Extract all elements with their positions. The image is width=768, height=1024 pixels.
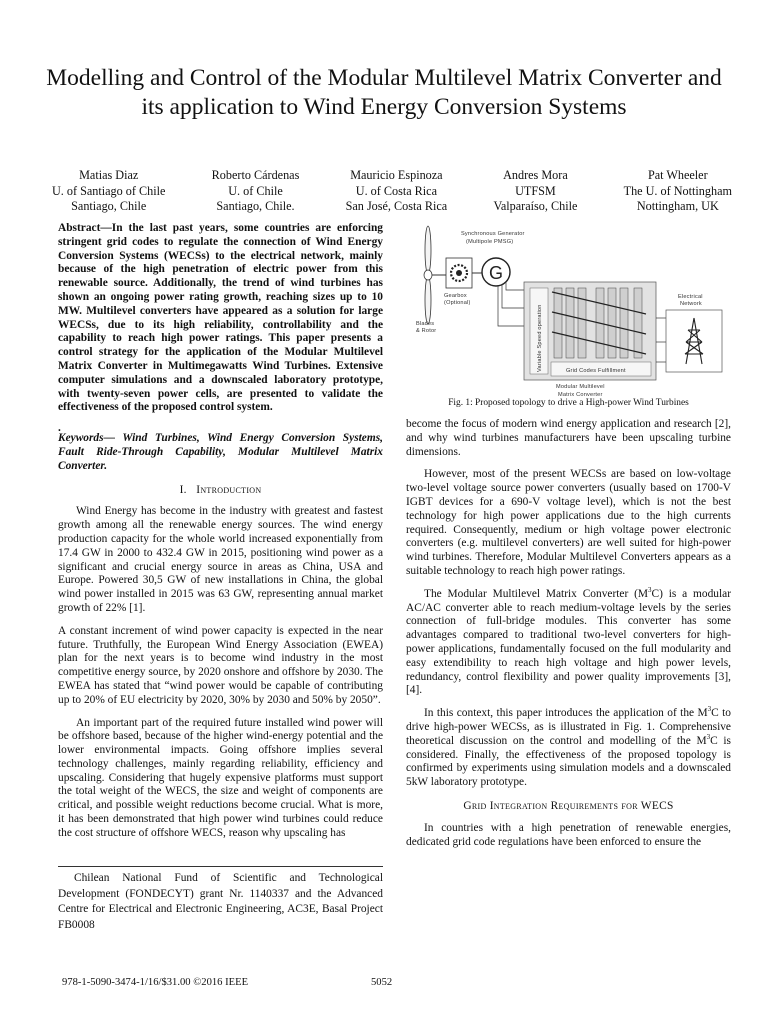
section-heading-grid-integration: Grid Integration Requirements for WECS <box>463 799 674 812</box>
section-heading-introduction <box>58 484 383 498</box>
author-name: Pat Wheeler <box>647 168 708 182</box>
gearbox-icon <box>446 258 472 288</box>
label-blades: Blades <box>416 321 435 327</box>
label-generator-sub: (Multipole PMSG) <box>466 239 514 245</box>
author-location: Santiago, Chile <box>71 199 147 213</box>
generator-icon <box>482 258 510 286</box>
paragraph: A constant increment of wind power capacity is expected in the near future. Truthfully, the European Wind Energy Association (EWEA) plan for the next years is to become wind industry in the most competitive energy source, by 2020 onshore and offshore by 2030. The EWEA has stated that “wind power would be capable of contributing up to 20% of EU electricity by 2020, 30% by 2030 and 50% by 2050”. <box>58 624 383 706</box>
author-name: Roberto Cárdenas <box>211 168 300 182</box>
author-location: Nottingham, UK <box>636 199 719 213</box>
paragraph: In countries with a high penetration of renewable energies, dedicated grid code regulations have been enforced to ensure the <box>406 821 731 848</box>
abstract: Abstract—In the last past years, some countries are enforcing stringent grid codes to regulate the connection of Wind Energy Conversion Systems (WECSs) to the electrical network, mainly because of the high penetration of electric power from this renewable source. Additionally, the trend of wind turbines has shown an ongoing power rating growth, reaching sizes up to 10 MW. Multilevel converters have appeared as a solution for large WECSs, due to its high reliability, controllability and the capability to reach high power ratings. This paper presents a control strategy for the application of the Modular Multilevel Matrix Converter in Multimegawatts Wind Turbines. Extensive computer simulations and a downscaled laboratory prototype, with twenty-seven power cells, are presented to validate the effectiveness of the proposed control system. <box>58 222 383 414</box>
superscript: 3 <box>707 705 712 714</box>
paragraph: become the focus of modern wind energy application and research [2], and why wind turbines manufacturers have been upscaling turbine dimensions. <box>406 418 731 458</box>
paper-title: Modelling and Control of the Modular Multilevel Matrix Converter and its application to Wind Energy Conversion Systems <box>46 65 722 120</box>
figure-caption: Fig. 1: Proposed topology to drive a High-power Wind Turbines <box>448 398 689 408</box>
generator-symbol: G <box>488 263 504 283</box>
text-run: In this context, this paper introduces the application of the M <box>424 707 708 720</box>
author-location: Valparaíso, Chile <box>493 199 578 213</box>
text-run: C) is a modular AC/AC converter able to reach medium-voltage levels by the series connection of full-bridge modules. This converter has some advantages compared to traditional two-level converters for high-power applications, fundamentally focused on the full modularity and easy extendibility to reach high voltage and high power levels, redundancy, control flexibility and power quality improvements [3], [4]. <box>406 587 731 697</box>
superscript: 3 <box>648 585 652 594</box>
left-column <box>58 222 383 850</box>
author-affiliation: UTFSM <box>515 183 556 198</box>
footer-isbn: 978-1-5090-3474-1/16/$31.00 ©2016 IEEE <box>62 977 249 988</box>
author-block <box>493 168 577 215</box>
author-block <box>52 168 165 215</box>
author-name: Matias Diaz <box>79 168 139 182</box>
author-block <box>624 168 732 215</box>
converter-block <box>524 282 656 380</box>
author-location: San José, Costa Rica <box>345 199 448 213</box>
label-network-sub: Network <box>680 301 702 307</box>
author-affiliation: U. of Costa Rica <box>355 183 438 198</box>
paragraph: An important part of the required future installed wind power will be offshore based, because of the higher wind-energy potential and the lower environmental impacts. Going offshore implies several technology challenges, mainly regarding reliability, efficiency and upscaling. Considering that hugely expensive platforms must support the total weight of the WECS, the size and weight of components are critical, and possible weight reductions become crucial. What is more, it has been demonstrated that high power wind turbines could reduce the cost structure of offshore WECS, reason why upscaling has <box>58 716 383 839</box>
author-location: Santiago, Chile. <box>216 199 295 213</box>
label-gearbox-sub: (Optional) <box>444 300 471 306</box>
label-converter-sub: Matrix Converter <box>558 392 603 398</box>
text-run: C to drive high-power WECSs, as is illustrated in Fig. 1. Comprehensive theoretical discussion on the control and modelling of the M <box>406 707 731 747</box>
text-run: The Modular Multilevel Matrix Converter (M <box>424 587 648 600</box>
paragraph: Wind Energy has become in the industry with greatest and fastest growth among all the renewable energy sources. The wind energy production capacity for the whole world increased exponentially from 17.4 GW in 2000 to 432.4 GW in 2015, positioning wind power as a significant and crucial energy source in areas as China, USA and Europe. Powered 30,5 GW of new installations in China, the global wind power installed in 2015 was 63 GW, representing annual market growth of 22% [1]. <box>58 505 383 614</box>
author-affiliation: U. of Chile <box>228 183 283 198</box>
author-name: Andres Mora <box>503 168 568 182</box>
section-number: I. <box>179 483 187 496</box>
author-name: Mauricio Espinoza <box>350 168 443 182</box>
label-generator: Synchronous Generator <box>461 231 525 237</box>
page-number: 5052 <box>371 977 393 988</box>
wind-turbine-blades-icon <box>424 226 432 324</box>
label-network: Electrical <box>678 294 703 300</box>
keywords: Keywords— Wind Turbines, Wind Energy Conversion Systems, Fault Ride-Through Capability, Modular Multilevel Matrix Converter. <box>58 432 383 472</box>
paragraph <box>406 707 731 790</box>
text-run: C is considered. Finally, the effectiveness of the proposed topology is confirmed by experiments using simulation models and a downscaled 5kW laboratory prototype. <box>406 734 731 789</box>
label-blades-sub: & Rotor <box>416 328 437 334</box>
footnote-text: Chilean National Fund of Scientific and Technological Development (FONDECYT) grant Nr. 1140337 and the Advanced Centre for Electrical and Electronic Engineering, AC3E, Basal Project FB0008 <box>58 872 383 931</box>
label-gearbox: Gearbox <box>444 293 467 299</box>
abstract-dot: . <box>58 422 61 435</box>
label-variable-speed: Variable Speed operation <box>537 304 543 372</box>
figure-topology <box>406 222 731 398</box>
electrical-network-icon <box>666 310 722 372</box>
author-list <box>52 168 732 215</box>
label-grid-codes: Grid Codes Fulfillment <box>566 368 626 374</box>
superscript: 3 <box>706 732 711 741</box>
paragraph: However, most of the present WECSs are based on low-voltage two-level voltage source power converters (usually based on 1700-V IGBT devices for a 690-V voltage level), which is not the best technology for high power applications due to the high currents required. Consequently, medium or high voltage power electronic converters (e.g. multilevel converters) are well suited for high-power wind turbines. Therefore, Modular Multilevel Converters appears as a suitable technology to reach high power ratings. <box>406 468 731 577</box>
footnote <box>58 866 383 933</box>
right-column <box>406 418 731 858</box>
paragraph <box>406 585 731 698</box>
label-converter: Modular Multilevel <box>556 384 605 390</box>
author-affiliation: U. of Santiago of Chile <box>52 183 166 198</box>
author-block <box>212 168 300 215</box>
author-block <box>346 168 448 215</box>
section-title: Introduction <box>196 483 262 496</box>
author-affiliation: The U. of Nottingham <box>623 183 732 198</box>
